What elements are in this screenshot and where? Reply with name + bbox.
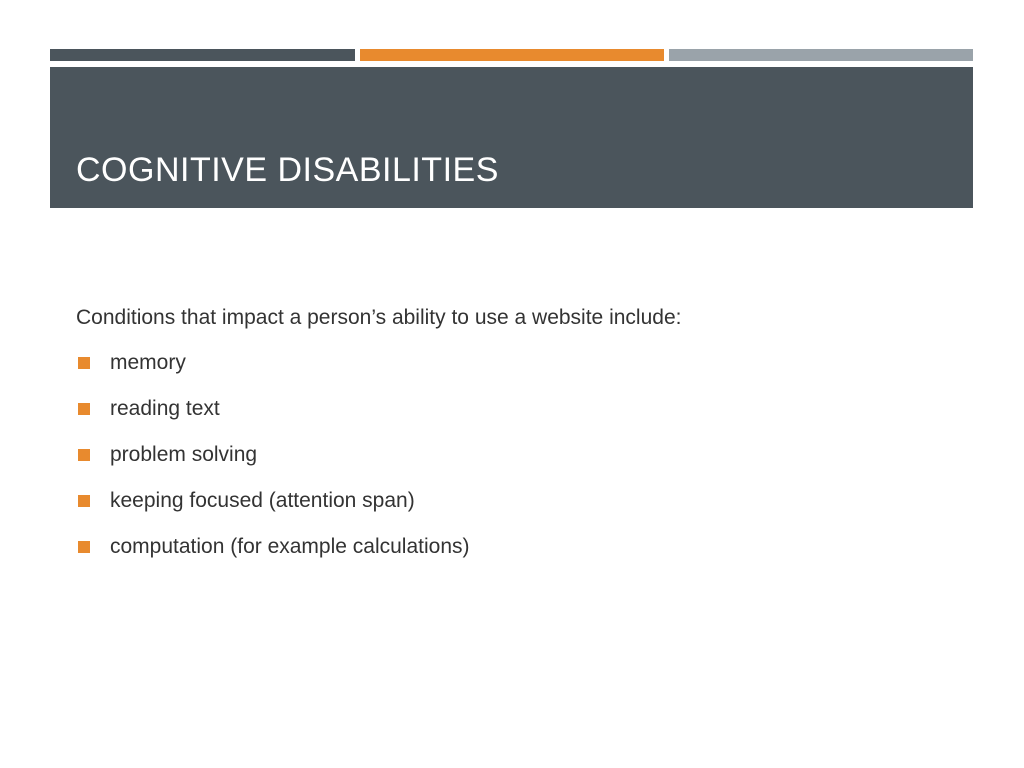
accent-bars — [50, 49, 973, 61]
square-bullet-icon — [78, 449, 90, 461]
bullet-item-memory — [76, 347, 956, 379]
square-bullet-icon — [78, 541, 90, 553]
bullet-text: keeping focused (attention span) — [110, 489, 415, 512]
title-band — [50, 67, 973, 208]
accent-bar-dark — [50, 49, 355, 61]
accent-bar-gray — [669, 49, 973, 61]
intro-text: Conditions that impact a person’s ability to use a website include: — [76, 306, 682, 329]
bullet-text: reading text — [110, 397, 220, 420]
square-bullet-icon — [78, 403, 90, 415]
bullet-text: problem solving — [110, 443, 258, 466]
slide-title: COGNITIVE DISABILITIES — [76, 151, 499, 189]
accent-bar-orange — [360, 49, 664, 61]
bullet-item-reading-text — [76, 393, 956, 425]
square-bullet-icon — [78, 357, 90, 369]
slide-body — [76, 302, 956, 577]
bullet-text: computation (for example calculations) — [110, 535, 470, 558]
bullet-list — [76, 347, 956, 563]
bullet-item-computation — [76, 531, 956, 563]
square-bullet-icon — [78, 495, 90, 507]
bullet-text: memory — [110, 351, 186, 374]
bullet-item-keeping-focused — [76, 485, 956, 517]
bullet-item-problem-solving — [76, 439, 956, 471]
